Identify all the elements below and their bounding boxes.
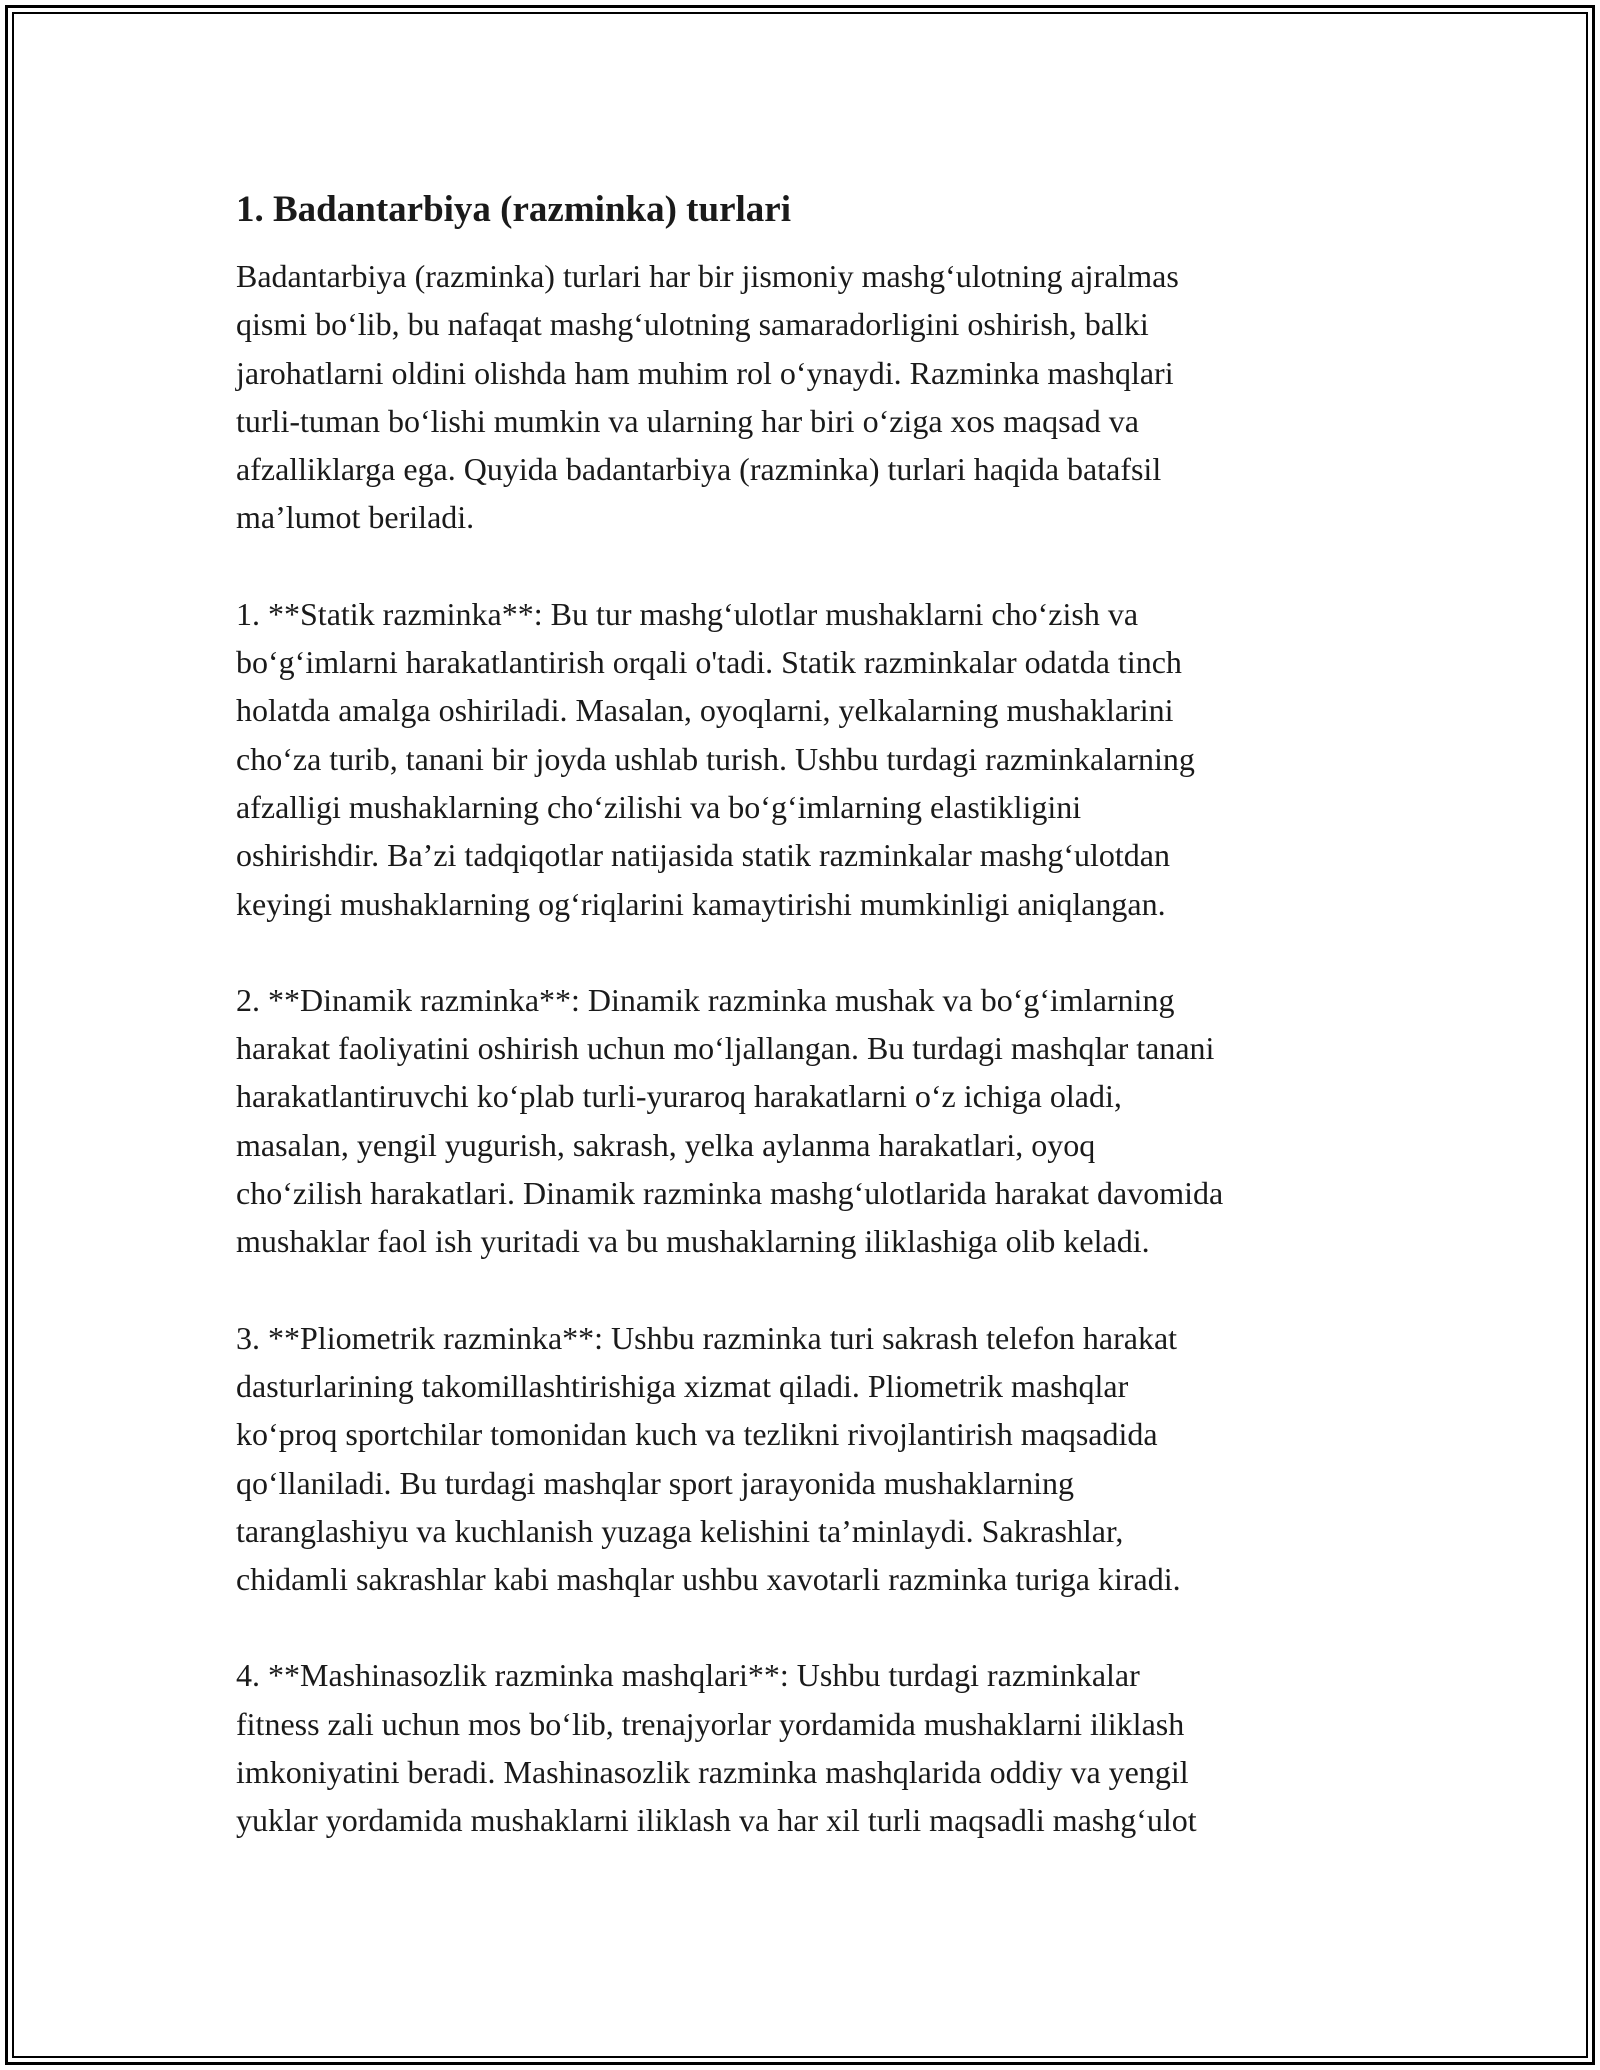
text-line: dasturlarining takomillashtirishiga xizmat qiladi. Pliometrik mashqlar: [236, 1367, 1129, 1404]
dynamic-warmup-paragraph: [236, 976, 1386, 1266]
plyometric-warmup-paragraph: [236, 1314, 1386, 1604]
text-line: jarohatlarni oldini olishda ham muhim rol o‘ynaydi. Razminka mashqlari: [236, 354, 1174, 391]
section-heading: 1. Badantarbiya (razminka) turlari: [236, 189, 791, 230]
text-line: oshirishdir. Ba’zi tadqiqotlar natijasida statik razminkalar mashg‘ulotdan: [236, 837, 1170, 874]
text-line: qo‘llaniladi. Bu turdagi mashqlar sport jarayonida mushaklarning: [236, 1464, 1075, 1501]
text-line: ma’lumot beriladi.: [236, 499, 475, 536]
text-line: afzalligi mushaklarning cho‘zilishi va bo‘g‘imlarning elastikligini: [236, 788, 1082, 825]
text-line: cho‘za turib, tanani bir joyda ushlab turish. Ushbu turdagi razminkalarning: [236, 740, 1195, 777]
text-line: cho‘zilish harakatlari. Dinamik razminka mashg‘ulotlarida harakat davomida: [236, 1175, 1224, 1212]
text-line: 2. **Dinamik razminka**: Dinamik razminka mushak va bo‘g‘imlarning: [236, 981, 1175, 1018]
intro-paragraph: [236, 252, 1386, 542]
text-line: turli-tuman bo‘lishi mumkin va ularning har biri o‘ziga xos maqsad va: [236, 402, 1139, 439]
text-line: masalan, yengil yugurish, sakrash, yelka aylanma harakatlari, oyoq: [236, 1126, 1096, 1163]
text-line: 1. **Statik razminka**: Bu tur mashg‘ulotlar mushaklarni cho‘zish va: [236, 595, 1139, 632]
text-line: harakatlantiruvchi ko‘plab turli-yuraroq harakatlarni o‘z ichiga oladi,: [236, 1078, 1122, 1115]
text-line: qismi bo‘lib, bu nafaqat mashg‘ulotning samaradorligini oshirish, balki: [236, 306, 1149, 343]
text-line: holatda amalga oshiriladi. Masalan, oyoqlarni, yelkalarning mushaklarini: [236, 692, 1174, 729]
text-line: ko‘proq sportchilar tomonidan kuch va tezlikni rivojlantirish maqsadida: [236, 1416, 1158, 1453]
text-line: harakat faoliyatini oshirish uchun mo‘ljallangan. Bu turdagi mashqlar tanani: [236, 1030, 1215, 1067]
document-page: [236, 186, 1386, 1845]
text-line: bo‘g‘imlarni harakatlantirish orqali o'tadi. Statik razminkalar odatda tinch: [236, 644, 1182, 681]
text-line: taranglashiyu va kuchlanish yuzaga kelishini ta’minlaydi. Sakrashlar,: [236, 1512, 1124, 1549]
text-line: imkoniyatini beradi. Mashinasozlik razminka mashqlarida oddiy va yengil: [236, 1754, 1189, 1791]
text-line: yuklar yordamida mushaklarni iliklash va har xil turli maqsadli mashg‘ulot: [236, 1802, 1197, 1839]
text-line: Badantarbiya (razminka) turlari har bir jismoniy mashg‘ulotning ajralmas: [236, 258, 1179, 294]
text-line: mushaklar faol ish yuritadi va bu mushaklarning iliklashiga olib keladi.: [236, 1223, 1150, 1260]
text-line: 4. **Mashinasozlik razminka mashqlari**: Ushbu turdagi razminkalar: [236, 1657, 1140, 1694]
text-line: 3. **Pliometrik razminka**: Ushbu razminka turi sakrash telefon harakat: [236, 1319, 1178, 1356]
static-warmup-paragraph: [236, 590, 1386, 928]
text-line: chidamli sakrashlar kabi mashqlar ushbu xavotarli razminka turiga kiradi.: [236, 1561, 1181, 1598]
text-line: keyingi mushaklarning og‘riqlarini kamaytirishi mumkinligi aniqlangan.: [236, 885, 1166, 922]
text-line: fitness zali uchun mos bo‘lib, trenajyorlar yordamida mushaklarni iliklash: [236, 1705, 1185, 1742]
machine-warmup-paragraph: [236, 1651, 1386, 1844]
text-line: afzalliklarga ega. Quyida badantarbiya (razminka) turlari haqida batafsil: [236, 451, 1162, 488]
